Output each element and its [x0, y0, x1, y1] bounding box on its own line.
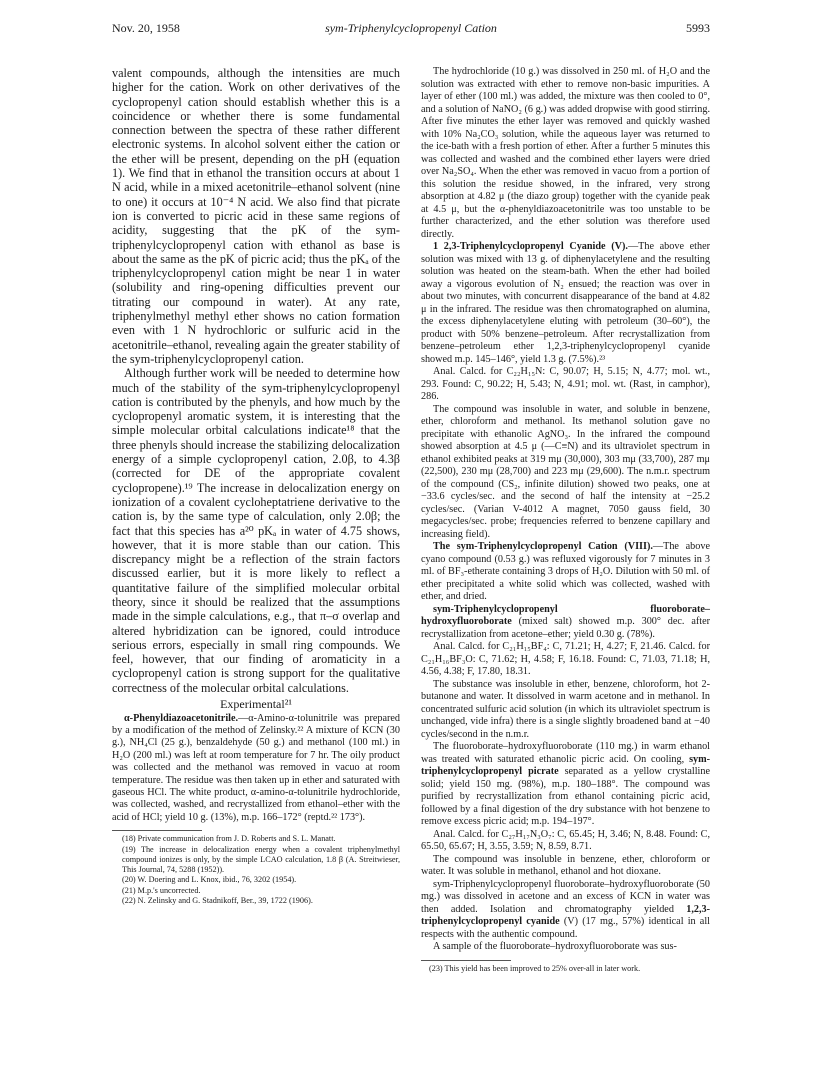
page-number: 5993	[686, 21, 710, 35]
analysis: Anal. Calcd. for C₂₇H₁₇N₃O₇: C, 65.45; H, 3.46; N, 8.48. Found: C, 65.50, 65.67; H, 3.55, 3.59; N, 8.59, 8.71.	[421, 828, 710, 852]
footnote: (20) W. Doering and L. Knox, ibid., 76, 3202 (1954).	[122, 875, 297, 885]
footnote-divider	[112, 830, 202, 831]
paragraph: The hydrochloride (10 g.) was dissolved in 250 ml. of H₂O and the solution was extracted with ether to remove non-basic impurities. A layer of ether (100 ml.) was added, the mixture was then cooled to 0°, and a solution of NaNO₂ (6 g.) was added dropwise with good stirring. After five minutes the ether layer was removed and quickly washed with 10% Na₂CO₃ solution, while the aqueous layer was returned to the ice-bath with a fresh portion of ether. After a further 5 minutes this was collected and washed and the combined ether layers were dried over Na₂SO₄. When the ether was removed in vacuo from a portion of this solution the residue showed, in the infrared, very strong absorption at 4.82 μ (the diazo group) together with the cyanide peak at 4.5 μ, but the α-phenyldiazoacetonitrile was too unstable to be further characterized, and the ether solution was therefore used directly.	[421, 66, 710, 240]
footnote: (19) The increase in delocalization energy when a covalent triphenylmethyl compound ionizes is only, by the simple LCAO calculation, 1.8 β (A. Streitwieser, This Journal, 74, 5288 (1952)).	[122, 844, 400, 875]
paragraph-text: sym-Triphenylcyclopropenyl fluoroborate–hydroxyfluoroborate (50 mg.) was dissolved in acetone and an excess of KCN in water was then added. Isolation and chromatography yielded	[421, 878, 710, 915]
left-column	[112, 66, 400, 906]
page-header	[112, 21, 710, 37]
paragraph-text: —The above cyano compound (0.53 g.) was refluxed vigorously for 7 minutes in 3 ml. of BF₃-etherate containing 3 drops of H₂O. Dilution with 50 ml. of ether precipitated a white solid which was collected, washed with ether, and dried.	[421, 541, 710, 602]
footnote: (23) This yield has been improved to 25% over-all in later work.	[429, 963, 641, 973]
paragraph	[421, 741, 710, 829]
paragraph-text: —The above ether solution was mixed with 13 g. of diphenylacetylene and the resulting solution was heated on the steam-bath. When the ether had boiled away a vigorous evolution of N₂ ensued; the reaction was over in about two minutes, with concurrent disappearance of the band at 4.82 μ in the infrared. The residue was then chromatographed on alumina, the excess diphenylacetylene eluting with petroleum (30–60°), the product with 50% benzene–petroleum. After recrystallization from benzene–petroleum ether 1,2,3-triphenylcyclopropenyl cyanide showed m.p. 145–146°, yield 1.3 g. (7.5%).²³	[421, 241, 710, 365]
paragraph: A sample of the fluoroborate–hydroxyfluoroborate was sus-	[433, 941, 677, 952]
right-column	[421, 66, 710, 974]
analysis: Anal. Calcd. for C₂₁H₁₅BF₄: C, 71.21; H, 4.27; F, 21.46. Calcd. for C₂₁H₁₆BF₃O: C, 71.62; H, 4.58; F, 16.18. Found: C, 71.03, 71.18; H, 4.56, 4.38; F, 17.80, 18.31.	[421, 641, 710, 677]
experimental-text	[112, 713, 400, 825]
issue-date: Nov. 20, 1958	[112, 21, 180, 35]
paragraph	[421, 241, 710, 366]
paragraph-text: —α-Amino-α-tolunitrile was prepared by a modification of the method of Zelinsky.²² A mixture of KCN (30 g.), NH₄Cl (25 g.), benzaldehyde (50 g.) and methanol (100 ml.) in H₂O (200 ml.) was left at room temperature for 7 hr. The oily product was collected and the methanol was removed in vacuo at room temperature. The residue was then taken up in ether and saturated with gaseous HCl. The white product, α-amino-α-tolunitrile hydrochloride, was collected, washed, and recrystallized from ethanol–ether with the acid of HCl; yield 10 g. (13%), m.p. 166–172° (reptd.²² 173°).	[112, 712, 400, 823]
paragraph-text: (mixed salt) showed m.p. 300° dec. after recrystallization from acetone–ether; yield 0.30 g. (78%).	[421, 616, 710, 640]
footnote-divider	[421, 960, 511, 961]
compound-name: 1 2,3-Triphenylcyclopropenyl Cyanide (V).	[433, 241, 628, 252]
compound-name: α-Phenyldiazoacetonitrile.	[124, 712, 239, 724]
compound-name: sym-Triphenylcyclopropenyl fluoroborate–hydroxyfluoroborate	[421, 603, 710, 627]
footnote: (18) Private communication from J. D. Roberts and S. L. Manatt.	[122, 834, 336, 844]
paragraph	[421, 541, 710, 604]
paragraph: The compound was insoluble in benzene, ether, chloroform or water. It was soluble in methanol, ethanol and hot dioxane.	[421, 853, 710, 877]
paragraph-text: (V) (17 mg., 57%) identical in all respects with the authentic compound.	[421, 916, 710, 940]
paragraph: valent compounds, although the intensities are much higher for the cation. Work on other derivatives of the cyclopropenyl cation should establish whether this is a coincidence or whether there is some fundamental connection between the spectra of these rather different electronic systems. In alcohol solvent either the cation or the ether will be present, depending on the pH (equation 1). We find that in ethanol the transition occurs at about 1 N acid, while in a mixed acetonitrile–ethanol solvent (nine to one) it occurs at 10⁻⁴ N acid. We also find that picrate ion is converted to picric acid in these same regions of acidity, suggesting that the pK of the sym-triphenylcyclopropenyl cation with ethanol as base is about the same as the pK of picric acid; thus the pKₐ of the triphenylcyclopropenyl cation might be near 1 in water (solubility and ring-opening difficulties prevent our titrating our compound in water). At any rate, triphenylmethyl methyl ether shows no cation formation even with 1 N hydrochloric or sulfuric acid in the acetonitrile–ethanol, revealing again the greater stability of the sym-triphenylcyclopropenyl cation.	[112, 66, 400, 366]
discussion-text	[112, 66, 400, 695]
paragraph	[421, 879, 710, 942]
paragraph: The substance was insoluble in ether, benzene, chloroform, hot 2-butanone and water. It dissolved in warm acetone and in methanol. In concentrated sulfuric acid solution (in which its ultraviolet spectrum is unchanged, vide infra) there is a single slightly broadened band at −40 cycles/second in the n.m.r.	[421, 678, 710, 740]
section-heading: Experimental²¹	[220, 697, 292, 712]
paragraph: The compound was insoluble in water, and soluble in benzene, ether, chloroform and methanol. Its methanol solution gave no precipitate with ethanolic AgNO₃. In the infrared the compound showed absorption at 4.5 μ (—C≡N) and its ultraviolet spectrum in ethanol exhibited peaks at 319 mμ (30,000), 303 mμ (33,700), 287 mμ (22,500), 230 mμ (28,700) and 223 mμ (29,600). The n.m.r. spectrum of the compound (CS₂, infinite dilution) showed two peaks, one at −33.6 cycles/sec. and the second of half the intensity at −25.2 cycles/sec. (Varian V-4012 A magnet, 7050 gauss field, 30 megacycles/sec. probe; frequencies referred to benzene capillary and increasing field).	[421, 403, 710, 540]
compound-name: The sym-Triphenylcyclopropenyl Cation (VIII).	[433, 541, 653, 552]
paragraph-text: The fluoroborate–hydroxyfluoroborate (110 mg.) in warm ethanol was treated with saturated ethanolic picric acid. On cooling,	[421, 741, 710, 765]
paragraph-text: separated as a yellow crystalline solid; yield 150 mg. (98%), m.p. 180–188°. The compound was purified by recrystallization from ethanol containing picric acid, followed by a final digestion of the dry substance with hot benzene to remove excess picric acid; m.p. 194–197°.	[421, 766, 710, 827]
paragraph	[112, 713, 400, 825]
footnote: (22) N. Zelinsky and G. Stadnikoff, Ber., 39, 1722 (1906).	[122, 896, 313, 905]
compound-name: sym-triphenylcyclopropenyl picrate	[421, 753, 710, 777]
footnote: (21) M.p.'s uncorrected.	[122, 885, 201, 895]
paragraph	[421, 604, 710, 642]
analysis: Anal. Calcd. for C₂₂H₁₅N: C, 90.07; H, 5.15; N, 4.77; mol. wt., 293. Found: C, 90.22; H, 5.43; N, 4.91; mol. wt. (Rast, in camphor), 286.	[421, 366, 710, 402]
running-title: sym-Triphenylcyclopropenyl Cation	[325, 21, 497, 35]
compound-name: 1,2,3-triphenylcyclopropenyl cyanide	[421, 903, 710, 927]
paragraph: Although further work will be needed to determine how much of the stability of the sym-triphenylcyclopropenyl cation is contributed by the phenyls, and how much by the cyclopropenyl aromatic system, it is interesting that the simple molecular orbital calculations indicate¹⁸ that the three phenyls should increase the stabilizing delocalization energy of a simple cyclopropenyl cation, 2.0β, to 4.3β (corrected for DE of the appropriate covalent cyclopropene).¹⁹ The increase in delocalization energy on ionization of a covalent cycloheptatriene derivative to the cation is, by the same type of calculation, only 2.0β; the fact that this species has a²⁰ pKₐ in water of 4.75 shows, however, that it is more stable than our cation. This discrepancy might be a reflection of the strain factors discussed earlier, but it is more likely to reflect a quantitative failure of the simplified molecular orbital theory, since it should be realized that the assumptions made in the simple calculations, e.g., that π–σ overlap and altered hybridization can be ignored, could introduce serious errors, especially in small ring compounds. We feel, however, that our finding of aromaticity in a cyclopropenyl cation is strong support for the qualitative correctness of the molecular orbital calculations.	[112, 366, 400, 695]
